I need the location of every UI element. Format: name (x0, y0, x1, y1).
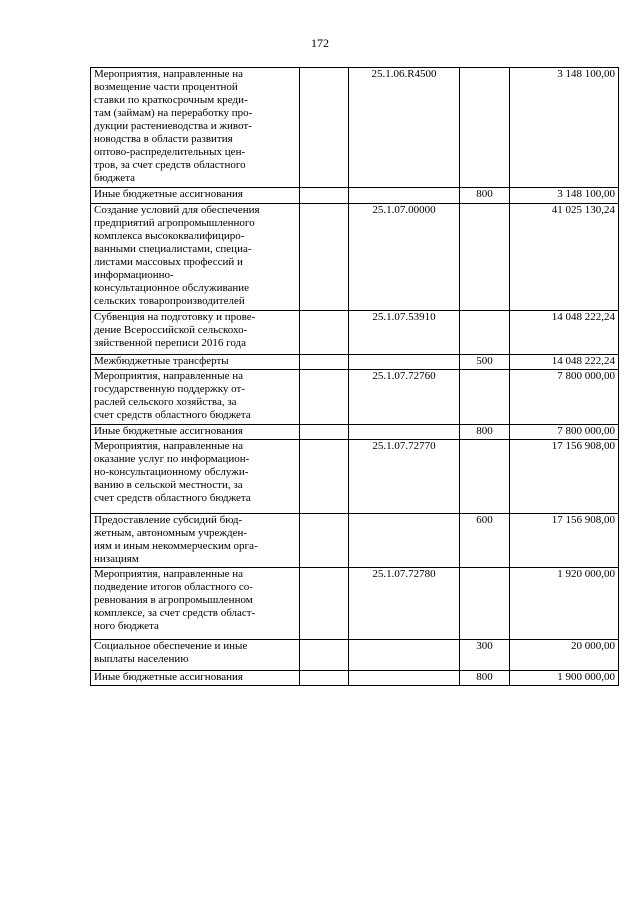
row-name-line: Мероприятия, направленные на (94, 568, 243, 580)
row-kvr-cell: 800 (460, 188, 510, 204)
table-row (91, 640, 619, 671)
row-name-line: предприятий агропромышленного (94, 217, 255, 229)
empty-cell (300, 68, 349, 188)
row-name-line: счет средств областного бюджета (94, 492, 251, 504)
row-sum-cell: 7 800 000,00 (510, 425, 619, 440)
row-name-line: оптово-распределительных цен- (94, 146, 246, 158)
table-row (91, 568, 619, 640)
row-name-line: консультационное обслуживание (94, 282, 250, 294)
budget-table (90, 67, 619, 686)
page-number: 172 (311, 36, 329, 50)
row-name-line: дукции растениеводства и живот- (94, 120, 252, 132)
row-name-cell (91, 568, 300, 640)
row-name-line: но-консультационному обслужи- (94, 466, 249, 478)
row-kvr-cell (460, 440, 510, 514)
empty-cell (300, 640, 349, 671)
row-kvr-cell (460, 568, 510, 640)
empty-cell (300, 425, 349, 440)
row-name-line: ставки по краткосрочным креди- (94, 94, 248, 106)
row-name-line: Мероприятия, направленные на (94, 440, 243, 452)
row-sum-cell: 7 800 000,00 (510, 370, 619, 425)
row-kvr-cell: 600 (460, 514, 510, 568)
row-name-line: Предоставление субсидий бюд- (94, 514, 243, 526)
row-code-cell (349, 514, 460, 568)
row-name-cell (91, 370, 300, 425)
row-name-line: низациям (94, 553, 139, 565)
row-name-line: ванию в сельской местности, за (94, 479, 243, 491)
empty-cell (300, 355, 349, 370)
empty-cell (300, 370, 349, 425)
row-sum-cell: 3 148 100,00 (510, 188, 619, 204)
row-code-cell: 25.1.07.72760 (349, 370, 460, 425)
row-sum-cell: 14 048 222,24 (510, 311, 619, 355)
row-name-line: бюджета (94, 172, 136, 184)
row-name-line: листами массовых профессий и (94, 256, 243, 268)
row-code-cell (349, 188, 460, 204)
row-name-cell (91, 204, 300, 311)
row-name-line: Иные бюджетные ассигнования (94, 425, 243, 437)
row-name-line: счет средств областного бюджета (94, 409, 251, 421)
row-sum-cell: 14 048 222,24 (510, 355, 619, 370)
row-kvr-cell: 500 (460, 355, 510, 370)
empty-cell (300, 671, 349, 686)
row-name-line: ного бюджета (94, 620, 159, 632)
row-name-line: Мероприятия, направленные на (94, 68, 243, 80)
row-name-line: Иные бюджетные ассигнования (94, 188, 243, 200)
row-sum-cell: 17 156 908,00 (510, 440, 619, 514)
row-name-cell (91, 311, 300, 355)
table-row (91, 425, 619, 440)
row-code-cell: 25.1.07.53910 (349, 311, 460, 355)
row-name-cell (91, 425, 300, 440)
row-name-line: иям и иным некоммерческим орга- (94, 540, 258, 552)
row-code-cell: 25.1.07.00000 (349, 204, 460, 311)
row-name-line: тров, за счет средств областного (94, 159, 246, 171)
row-sum-cell: 20 000,00 (510, 640, 619, 671)
row-code-cell (349, 640, 460, 671)
row-name-line: там (займам) на переработку про- (94, 107, 253, 119)
row-sum-cell: 1 900 000,00 (510, 671, 619, 686)
row-code-cell: 25.1.07.72770 (349, 440, 460, 514)
row-name-line: подведение итогов областного со- (94, 581, 253, 593)
row-name-cell (91, 355, 300, 370)
row-code-cell (349, 671, 460, 686)
row-name-line: сельских товаропроизводителей (94, 295, 245, 307)
empty-cell (300, 311, 349, 355)
empty-cell (300, 514, 349, 568)
row-name-line: жетным, автономным учрежден- (94, 527, 248, 539)
row-kvr-cell (460, 311, 510, 355)
row-sum-cell: 1 920 000,00 (510, 568, 619, 640)
row-name-line: информационно- (94, 269, 174, 281)
table-row (91, 370, 619, 425)
row-name-cell (91, 440, 300, 514)
row-sum-cell: 41 025 130,24 (510, 204, 619, 311)
row-name-line: Межбюджетные трансферты (94, 355, 229, 367)
row-name-line: Социальное обеспечение и иные (94, 640, 248, 652)
row-name-line: новодства в области развития (94, 133, 233, 145)
table-row (91, 440, 619, 514)
row-name-line: комплексе, за счет средств област- (94, 607, 256, 619)
table-row (91, 355, 619, 370)
row-kvr-cell (460, 204, 510, 311)
table-row (91, 68, 619, 188)
row-name-line: возмещение части процентной (94, 81, 238, 93)
table-row (91, 204, 619, 311)
row-kvr-cell: 800 (460, 671, 510, 686)
row-name-line: государственную поддержку от- (94, 383, 245, 395)
row-kvr-cell (460, 68, 510, 188)
table-row (91, 671, 619, 686)
row-kvr-cell: 300 (460, 640, 510, 671)
table-row (91, 188, 619, 204)
row-name-line: комплекса высококвалифициро- (94, 230, 245, 242)
row-code-cell: 25.1.07.72780 (349, 568, 460, 640)
row-name-cell (91, 68, 300, 188)
row-name-cell (91, 188, 300, 204)
row-name-cell (91, 671, 300, 686)
empty-cell (300, 568, 349, 640)
row-name-line: зяйственной переписи 2016 года (94, 337, 246, 349)
row-code-cell (349, 355, 460, 370)
budget-table-body (91, 68, 619, 686)
row-code-cell (349, 425, 460, 440)
empty-cell (300, 204, 349, 311)
row-name-line: Создание условий для обеспечения (94, 204, 260, 216)
row-sum-cell: 3 148 100,00 (510, 68, 619, 188)
empty-cell (300, 440, 349, 514)
row-name-line: Субвенция на подготовку и прове- (94, 311, 256, 323)
row-name-cell (91, 640, 300, 671)
row-name-line: оказание услуг по информацион- (94, 453, 250, 465)
row-kvr-cell (460, 370, 510, 425)
row-kvr-cell: 800 (460, 425, 510, 440)
row-name-line: раслей сельского хозяйства, за (94, 396, 237, 408)
table-row (91, 514, 619, 568)
row-code-cell: 25.1.06.R4500 (349, 68, 460, 188)
row-sum-cell: 17 156 908,00 (510, 514, 619, 568)
table-row (91, 311, 619, 355)
row-name-cell (91, 514, 300, 568)
empty-cell (300, 188, 349, 204)
row-name-line: ревнования в агропромышленном (94, 594, 253, 606)
row-name-line: Мероприятия, направленные на (94, 370, 243, 382)
row-name-line: ванными специалистами, специа- (94, 243, 252, 255)
row-name-line: Иные бюджетные ассигнования (94, 671, 243, 683)
row-name-line: выплаты населению (94, 653, 189, 665)
row-name-line: дение Всероссийской сельскохо- (94, 324, 248, 336)
